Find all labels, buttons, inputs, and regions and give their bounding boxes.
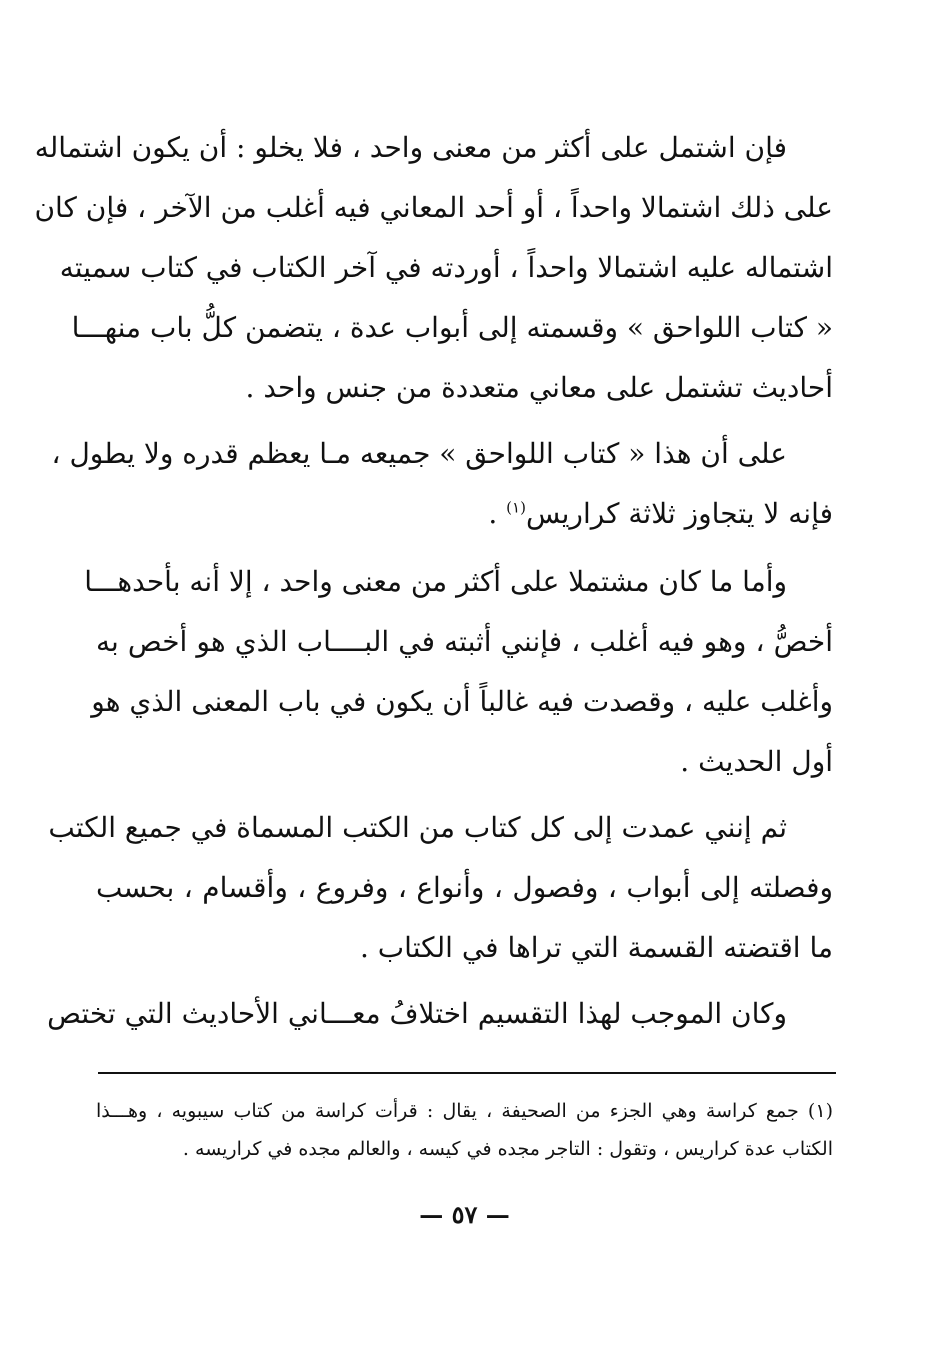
footnote-reference: (١) — [506, 498, 526, 517]
p2-line-1: على أن هذا « كتاب اللواحق » جميعه مـا يعظم قدره ولا يطول ، — [51, 437, 787, 470]
p3-line-2: أخصُّ ، وهو فيه أغلب ، فإنني أثبته في البــــاب الذي هو أخص به — [96, 625, 833, 658]
p1-line-4: « كتاب اللواحق » وقسمته إلى أبواب عدة ، يتضمن كلُّ باب منهـــا — [71, 311, 833, 344]
p4-line-2: وفصلته إلى أبواب ، وفصول ، وأنواع ، وفروع ، وأقسام ، بحسب — [96, 871, 833, 904]
p2-line-2-tail: . — [488, 497, 507, 530]
p4-line-1: ثم إنني عمدت إلى كل كتاب من الكتب المسماة في جميع الكتب — [48, 811, 787, 844]
p1-line-1: فإن اشتمل على أكثر من معنى واحد ، فلا يخلو : أن يكون اشتماله — [34, 131, 787, 164]
p3-line-1: وأما ما كان مشتملا على أكثر من معنى واحد ، إلا أنه بأحدهـــا — [84, 565, 787, 598]
p2-line-2-text: فإنه لا يتجاوز ثلاثة كراريس — [525, 497, 833, 530]
p3-line-4: أول الحديث . — [680, 745, 833, 778]
page-number: — ٥٧ — — [419, 1200, 510, 1229]
footnote-line-1: (١) جمع كراسة وهي الجزء من الصحيفة ، يقال : قرأت كراسة من كتاب سيبويه ، وهـــذا — [96, 1100, 833, 1122]
p5-line-1: وكان الموجب لهذا التقسيم اختلافُ معـــاني الأحاديث التي تختص — [47, 997, 787, 1030]
footnote-separator — [98, 1072, 836, 1074]
p1-line-5: أحاديث تشتمل على معاني متعددة من جنس واحد . — [245, 371, 833, 404]
p2-line-2 — [96, 494, 833, 534]
p3-line-3: وأغلب عليه ، وقصدت فيه غالباً أن يكون في باب المعنى الذي هو — [91, 685, 833, 718]
footnote-line-2: الكتاب عدة كراريس ، وتقول : التاجر مجده في كيسه ، والعالم مجده في كراريسه . — [182, 1138, 833, 1160]
p1-line-2: على ذلك اشتمالا واحداً ، أو أحد المعاني فيه أغلب من الآخر ، فإن كان — [34, 191, 833, 224]
p4-line-3: ما اقتضته القسمة التي تراها في الكتاب . — [360, 931, 833, 964]
p1-line-3: اشتماله عليه اشتمالا واحداً ، أوردته في آخر الكتاب في كتاب سميته — [59, 251, 833, 284]
